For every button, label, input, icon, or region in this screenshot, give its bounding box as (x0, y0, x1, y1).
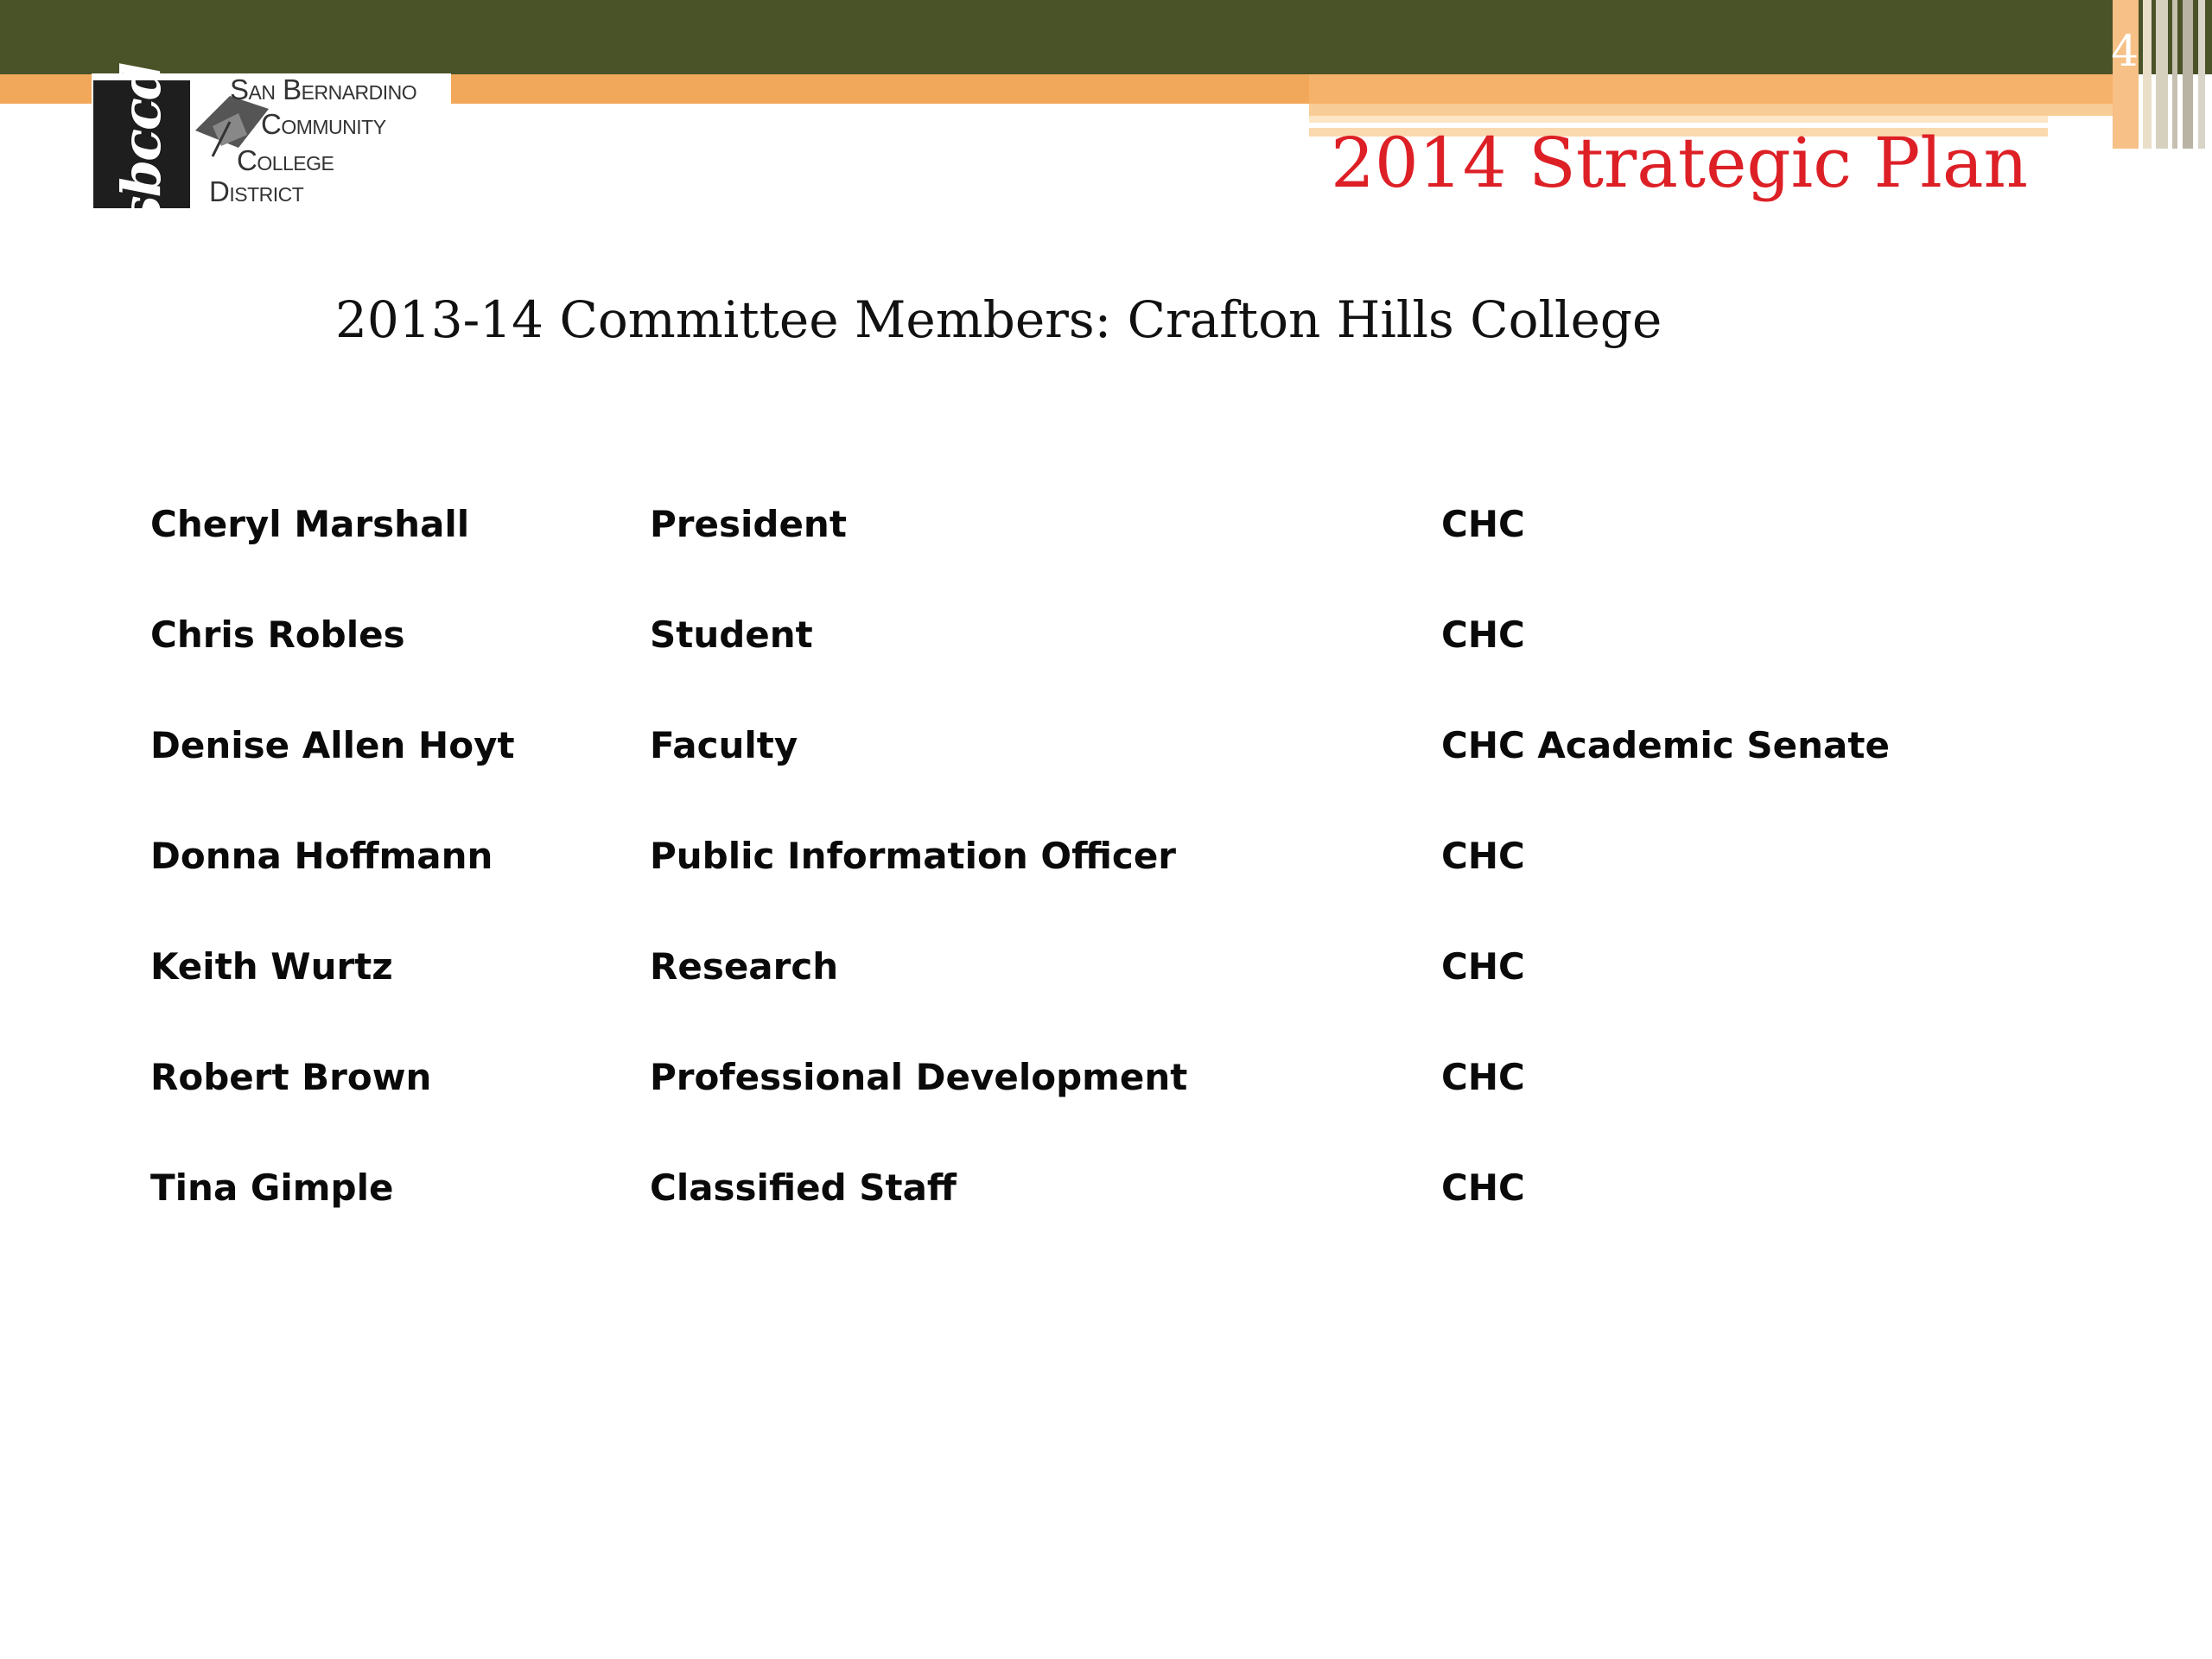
member-name: Donna Hoffmann (150, 835, 493, 877)
member-row (150, 835, 2051, 945)
member-row (150, 503, 2051, 613)
header-band-olive (0, 0, 2212, 74)
logo-line: Community (261, 108, 386, 140)
header-band-orange-right (1309, 74, 2113, 104)
member-row (150, 724, 2051, 835)
member-row (150, 1056, 2051, 1166)
member-org: CHC (1441, 945, 1525, 988)
logo-line: College (237, 144, 334, 176)
member-role: Research (650, 945, 839, 988)
header-band-orange-low (1309, 104, 2113, 116)
logo-mark-text: sbccd (110, 63, 174, 226)
member-role: Classified Staff (650, 1166, 957, 1209)
header-stripe (2172, 0, 2177, 149)
member-name: Keith Wurtz (150, 945, 393, 988)
member-row (150, 945, 2051, 1056)
district-logo (92, 63, 451, 226)
header-stripe (2198, 0, 2205, 149)
member-name: Chris Robles (150, 613, 405, 656)
member-row (150, 1166, 2051, 1277)
header-stripe (2143, 0, 2152, 149)
header-stripe (2156, 0, 2168, 149)
members-table (150, 503, 2051, 1277)
member-org: CHC (1441, 835, 1525, 877)
member-name: Robert Brown (150, 1056, 432, 1098)
member-role: Public Information Officer (650, 835, 1177, 877)
logo-line: San Bernardino (230, 73, 417, 105)
member-org: CHC (1441, 1166, 1525, 1209)
member-name: Denise Allen Hoyt (150, 724, 515, 766)
member-row (150, 613, 2051, 724)
deck-title: 2014 Strategic Plan (1331, 123, 2029, 203)
member-org: CHC (1441, 1056, 1525, 1098)
slide-heading: 2013-14 Committee Members: Crafton Hills College (335, 290, 1662, 349)
header-band-cream (1309, 116, 2048, 123)
member-org: CHC (1441, 613, 1525, 656)
member-role: Student (650, 613, 813, 656)
page-number: 4 (2111, 26, 2139, 76)
member-name: Tina Gimple (150, 1166, 394, 1209)
member-org: CHC (1441, 503, 1525, 545)
member-org: CHC Academic Senate (1441, 724, 1890, 766)
logo-line: District (209, 175, 304, 207)
member-role: Faculty (650, 724, 798, 766)
header-stripe (2183, 0, 2193, 149)
member-role: President (650, 503, 847, 545)
member-role: Professional Development (650, 1056, 1188, 1098)
member-name: Cheryl Marshall (150, 503, 470, 545)
logo-mark (93, 63, 190, 226)
